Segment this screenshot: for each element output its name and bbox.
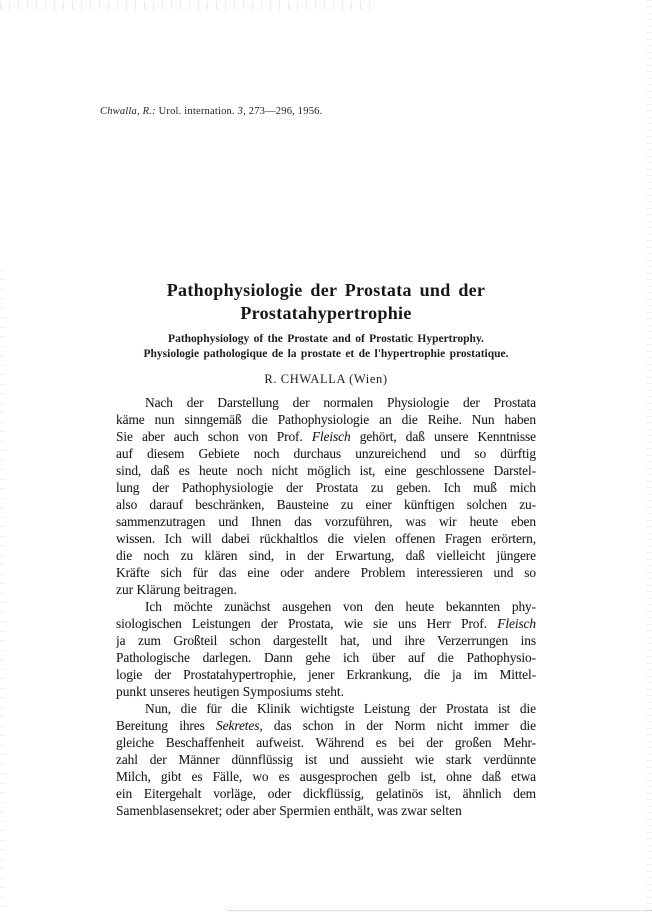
body-line: ein Eitergehalt vorläge, oder dickflüssig, gelatinös ist, ähnlich dem	[116, 786, 536, 801]
author-line: R. CHWALLA (Wien)	[264, 372, 388, 386]
body-line: ja zum Großteil schon dargestellt hat, und ihre Verzerrungen ins	[116, 633, 536, 648]
paper-title-line-2: Prostatahypertrophie	[240, 302, 412, 323]
body-line: gleiche Beschaffenheit aufweist. Während es bei der großen Mehr-	[116, 735, 536, 750]
body-line: Milch, gibt es Fälle, wo es ausgesprochen gelb ist, ohne daß etwa	[116, 769, 536, 784]
body-line: Nach der Darstellung der normalen Physiologie der Prostata	[145, 395, 536, 410]
body-line: auf diesem Gebiete noch durchaus unzureichend und so dürftig	[116, 446, 536, 461]
body-line: logie der Prostatahypertrophie, jener Erkrankung, die ja im Mittel-	[116, 667, 536, 682]
body-text	[116, 394, 536, 819]
body-line: lung der Pathophysiologie der Prostata zu geben. Ich muß mich	[116, 480, 536, 495]
body-line: zahl der Männer dünnflüssig ist und aussieht wie stark verdünnte	[116, 752, 536, 767]
scan-noise-right	[646, 0, 652, 914]
body-line: Nun, die für die Klinik wichtigste Leistung der Prostata ist die	[145, 701, 536, 716]
journal-citation: Chwalla, R.: Urol. internation. 3, 273—296, 1956.	[100, 106, 323, 117]
body-line: also darauf beschränken, Bausteine zu einer künftigen solchen zu-	[116, 497, 536, 512]
title-block	[116, 279, 536, 387]
scan-noise-top	[0, 2, 370, 10]
body-line: Sie aber auch schon von Prof. Fleisch gehört, daß unsere Kenntnisse	[116, 429, 536, 444]
body-line: siologischen Leistungen der Prostata, wie sie uns Herr Prof. Fleisch	[116, 616, 536, 631]
body-line: Pathologische darlegen. Dann gehe ich über auf die Pathophysio-	[116, 650, 536, 665]
body-line: sind, daß es heute noch nicht möglich ist, eine geschlossene Darstel-	[116, 463, 536, 478]
paper-title-line-1: Pathophysiologie der Prostata und der	[166, 280, 486, 300]
body-line: käme nun sinngemäß die Pathophysiologie an die Reihe. Nun haben	[116, 412, 536, 427]
body-line: wissen. Ich will dabei rückhaltlos die vielen offenen Fragen erörtern,	[116, 531, 536, 546]
body-line: Kräfte sich für das eine oder andere Problem interessieren und so	[116, 565, 536, 580]
body-line: punkt unseres heutigen Symposiums steht.	[116, 684, 345, 699]
body-line: zur Klärung beitragen.	[116, 582, 237, 597]
subtitle-french: Physiologie pathologique de la prostate et de l'hypertrophie prostatique.	[143, 347, 509, 360]
scan-noise-left	[0, 270, 5, 914]
body-line: Ich möchte zunächst ausgehen von den heute bekannten phy-	[145, 599, 536, 614]
body-line: Samenblasensekret; oder aber Spermien enthält, was zwar selten	[116, 803, 462, 818]
paper-title	[116, 279, 536, 324]
body-line: die noch zu klären sind, in der Erwartung, daß vielleicht jüngere	[116, 548, 536, 563]
scan-noise-bottom	[228, 910, 652, 911]
body-line: Bereitung ihres Sekretes, das schon in der Norm nicht immer die	[116, 718, 536, 733]
subtitle-english: Pathophysiology of the Prostate and of Prostatic Hypertrophy.	[168, 333, 484, 345]
body-line: sammenzutragen und Ihnen das vorzuführen, was wir heute eben	[116, 514, 536, 529]
translated-subtitles	[116, 332, 536, 361]
